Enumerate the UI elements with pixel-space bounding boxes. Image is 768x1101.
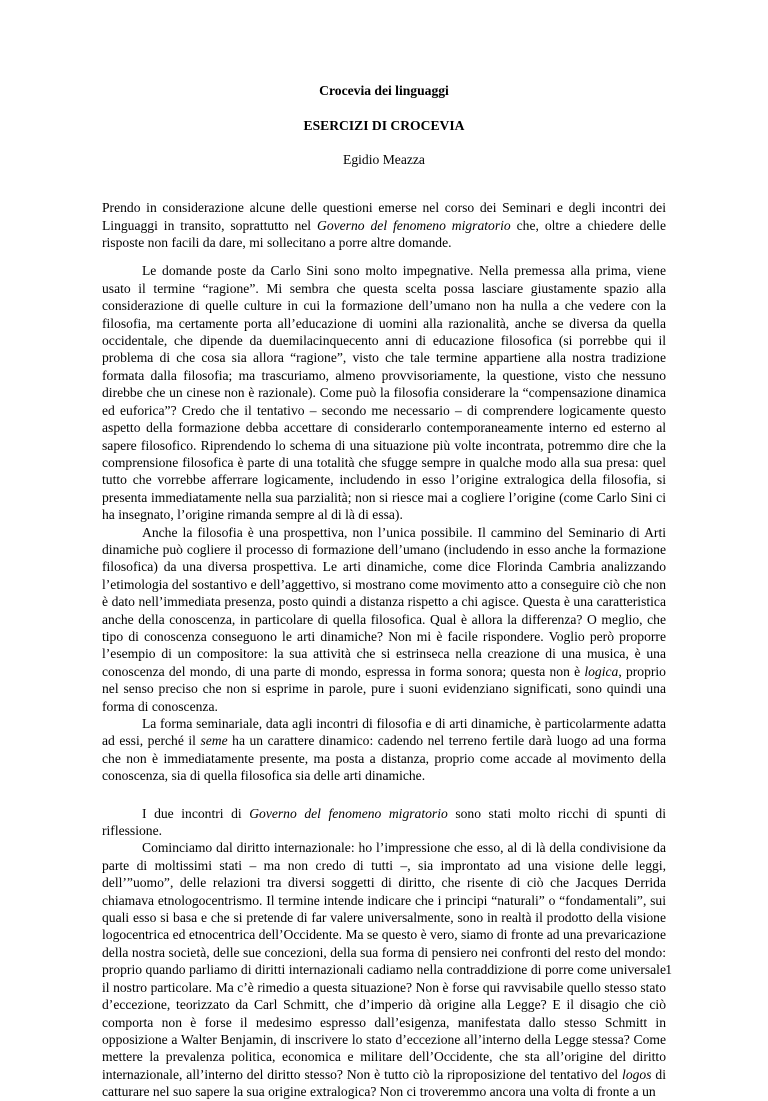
paragraph-text: che, oltre a chiedere delle risposte non facili da dare, mi sollecitano a porre altre domande. [102, 217, 666, 251]
author-name: Egidio Meazza [343, 151, 425, 167]
paragraph-text: sono stati molto ricchi di spunti di riflessione. [102, 805, 666, 839]
document-subtitle: ESERCIZI DI CROCEVIA [303, 118, 465, 134]
paragraph-text: Cominciamo dal diritto internazionale: ho l’impressione che esso, al di là della condivisione da parte di moltissimi stati – ma non credo di tutti –, sia improntato ad una visione delle leggi, dell’”uomo”, delle relazioni tra diversi soggetti di diritto, che risente di ciò che Jacques Derrida chiamava etnologocentrismo. Il termine intende indicare che i principi “naturali” o “fondamentali”, sui quali esso si basa e che si pretende di far valere universalmente, sono in realtà il prodotto della visione logocentrica ed etnocentrica dell’Occidente. Ma se questo è vero, siamo di fronte ad una prevaricazione della nostra società, delle sue concezioni, della sua forma di pensiero nei confronti del resto del mondo: proprio quando parliamo di diritti internazionali cadiamo nella contraddizione di porre come universale il nostro particolare. Ma c’è rimedio a questa situazione? Non è forse qui ravvisabile quello stesso stato d’eccezione, teorizzato da Carl Schmitt, che d’imperio dà origine alla Legge? E il disagio che ciò comporta non è forse il medesimo espresso dall’esigenza, manifestata dallo stesso Schmitt in opposizione a Walter Benjamin, di inscrivere lo stato d’eccezione all’interno della Legge stessa? Come mettere la prevalenza politica, economica e militare dell’Occidente, che sta all’origine del diritto internazionale, all’interno del diritto stesso? Non è tutto ciò la riproposizione del tentativo del [102, 840, 666, 1082]
paragraph-international-law [102, 839, 666, 1100]
paragraph-perspective [102, 524, 666, 715]
document-title: Crocevia dei linguaggi [319, 83, 449, 98]
paragraph-text: Le domande poste da Carlo Sini sono molto impegnative. Nella premessa alla prima, viene usato il termine “ragione”. Mi sembra che questa scelta possa lasciare giustamente spazio alla considerazione di quelle culture in cui la formazione dell’umano non ha nulla a che vedere con la filosofia, ma certamente porta all’educazione di uomini alla razionalità, anche se diversa da quella occidentale, che dipende da duemilacinquecento anni di educazione filosofica (si porrebbe qui il problema di che cosa sia allora “ragione”, visto che tale termine appartiene alla nostra tradizione formata dalla filosofia; ma trascuriamo, almeno provvisoriamente, la questione, visto che nessuno direbbe che un cinese non è razionale). Come può la filosofia considerare la “compensazione dinamica ed euforica”? Credo che il tentativo – secondo me necessario – di comprendere logicamente questo aspetto della formazione debba accettare di considerarlo contemporaneamente interno ed esterno al sapere filosofico. Riprendendo lo schema di una situazione più volte incontrata, potremmo dire che la comprensione filosofica è parte di una totalità che sfugge sempre in qualche modo alla sua presa: quel tutto che vorrebbe afferrare logicamente, includendo in esso l’origine extralogica della filosofia, si presenta immediatamente nella sua parzialità; non si riesce mai a cogliere l’origine (come Carlo Sini ci ha insegnato, l’origine rimanda sempre al di là di essa). [102, 263, 666, 523]
page-number: 1 [665, 961, 672, 977]
paragraph-migration-meetings [102, 805, 666, 840]
paragraph-reason [102, 262, 666, 523]
italic-text: Governo del fenomeno migratorio [249, 805, 448, 821]
paragraph-text: , proprio nel senso preciso che non si esprime in parole, pure i suoni evidenziano significati, sono quindi una forma di conoscenza. [102, 663, 666, 714]
paragraph-text: Prendo in considerazione alcune delle questioni emerse nel corso dei Seminari e degli incontri dei Linguaggi in transito, soprattutto nel [102, 200, 666, 233]
italic-text: logica [584, 663, 619, 679]
italic-text: Governo del fenomeno migratorio [317, 217, 511, 233]
italic-text: logos [622, 1066, 652, 1082]
paragraph-text: La forma seminariale, data agli incontri di filosofia e di arti dinamiche, è particolarmente adatta ad essi, perché il [102, 716, 666, 749]
paragraph-text: ha un carattere dinamico: cadendo nel terreno fertile darà luogo ad una forma che non è immediatamente presente, ma posta a distanza, proprio come accade al movimento della conoscenza, sia di quella filosofica sia delle arti dinamiche. [102, 733, 666, 784]
italic-text: seme [200, 733, 228, 749]
paragraph-text: Anche la filosofia è una prospettiva, non l’unica possibile. Il cammino del Seminario di Arti dinamiche può cogliere il processo di formazione dell’umano (includendo in esso anche la formazione filosofica) da una diversa prospettiva. Le arti dinamiche, come dice Florinda Cambria analizzando l’etimologia del sostantivo e dell’aggettivo, si mostrano come movimento atto a conseguire ciò che non è dato nell’immediata presenza, posto quindi a distanza rispetto a chi agisce. Questa è una caratteristica anche della conoscenza, in particolare di quella filosofica. Qual è allora la differenza? O meglio, che tipo di conoscenza conseguono le arti dinamiche? Non mi è facile rispondere. Voglio però proporre l’esempio di un compositore: la sua attività che si estrinseca nella creazione di una musica, è una conoscenza del mondo, di una parte di mondo, espressa in forma sonora; questa non è [102, 524, 666, 679]
paragraph-text: di catturare nel suo sapere la sua origine extralogica? Non ci troveremmo ancora una volta di fronte a un [102, 1066, 666, 1100]
paragraph-text: I due incontri di [142, 805, 250, 821]
paragraph-intro [102, 199, 666, 251]
paragraph-seminar-form [102, 715, 666, 785]
